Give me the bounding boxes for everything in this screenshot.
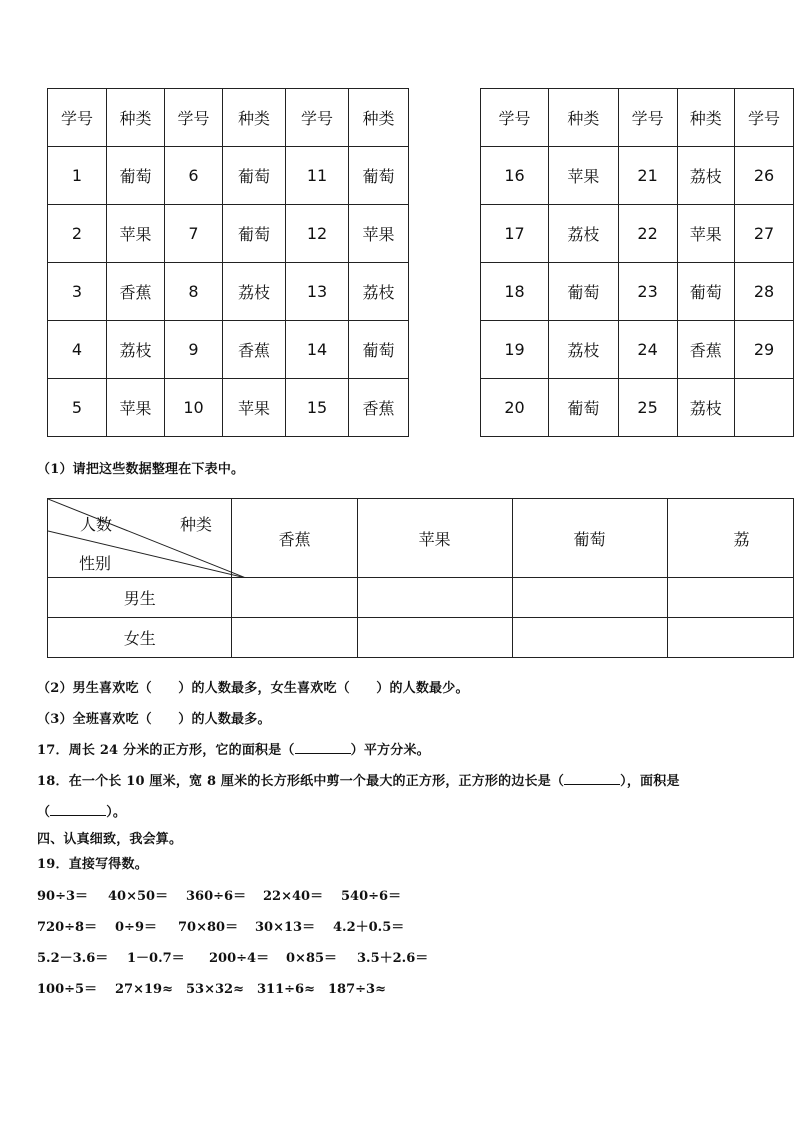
calc-item: 360÷6＝: [186, 889, 247, 904]
table-cell: 葡萄: [223, 205, 286, 263]
table-cell: 香蕉: [107, 263, 165, 321]
question-18-line2: [37, 801, 126, 820]
table-cell: 22: [618, 205, 677, 263]
table-cell: 葡萄: [349, 147, 409, 205]
table-cell: 5: [48, 379, 107, 437]
question-19: 19．直接写得数。: [37, 857, 148, 872]
summary-row-girls: [48, 618, 794, 658]
column-header-lychee: 荔: [667, 499, 794, 578]
student-fruit-table-right: [480, 88, 794, 437]
table-row: [48, 263, 409, 321]
calc-item: 0÷9＝: [115, 920, 157, 935]
row-label-boys: 男生: [48, 578, 232, 618]
student-fruit-table-left: [47, 88, 409, 437]
question-1: （1）请把这些数据整理在下表中。: [37, 462, 245, 477]
table-cell: 13: [286, 263, 349, 321]
table-cell: 15: [286, 379, 349, 437]
table-cell: 苹果: [223, 379, 286, 437]
diagonal-lines: [48, 499, 246, 578]
table-row: [48, 147, 409, 205]
table-cell: 8: [165, 263, 223, 321]
answer-cell[interactable]: [232, 578, 357, 618]
calc-item: 200÷4＝: [209, 951, 270, 966]
calc-item: 22×40＝: [263, 889, 324, 904]
table-cell: 12: [286, 205, 349, 263]
table-cell: 21: [618, 147, 677, 205]
answer-blank[interactable]: [295, 741, 351, 754]
answer-cell[interactable]: [512, 578, 667, 618]
corner-label-count: 人数: [80, 515, 113, 534]
table-cell: 荔枝: [107, 321, 165, 379]
table-row: [481, 321, 794, 379]
table-row: [48, 379, 409, 437]
table-cell: 荔枝: [349, 263, 409, 321]
answer-cell[interactable]: [512, 618, 667, 658]
calc-item: 5.2－3.6＝: [37, 951, 109, 966]
question-18: [37, 770, 680, 789]
question-17-unit: ）平方分米。: [350, 743, 430, 758]
paren-close: ）。: [106, 805, 127, 820]
table-cell: 24: [618, 321, 677, 379]
calc-row: [37, 947, 428, 966]
question-17: [37, 739, 430, 758]
table-cell: 23: [618, 263, 677, 321]
table-cell: 25: [618, 379, 677, 437]
table-cell: 苹果: [107, 379, 165, 437]
column-header-grape: 葡萄: [512, 499, 667, 578]
answer-cell[interactable]: [667, 618, 794, 658]
table-cell: 苹果: [549, 147, 619, 205]
column-header-apple: 苹果: [357, 499, 512, 578]
table-cell: 19: [481, 321, 549, 379]
calc-item: 90÷3＝: [37, 889, 89, 904]
paren-open: （: [37, 805, 51, 820]
calc-item: 1－0.7＝: [127, 951, 185, 966]
header-cell: 学号: [618, 89, 677, 147]
table-row: [48, 321, 409, 379]
calc-row: [37, 885, 401, 904]
header-cell: 种类: [107, 89, 165, 147]
table-cell: 苹果: [107, 205, 165, 263]
table-cell: 荔枝: [677, 379, 735, 437]
question-18-text: 18．在一个长 10 厘米，宽 8 厘米的长方形纸中剪一个最大的正方形，正方形的边长是（: [37, 774, 565, 789]
calc-row: [37, 916, 404, 935]
corner-label-gender: 性别: [79, 554, 112, 573]
table-header-row: [48, 89, 409, 147]
column-header-banana: 香蕉: [232, 499, 357, 578]
table-cell: 苹果: [349, 205, 409, 263]
calc-item: 311÷6≈: [257, 982, 315, 997]
table-row: [481, 379, 794, 437]
table-cell: 10: [165, 379, 223, 437]
calc-item: 70×80＝: [178, 920, 239, 935]
summary-table: [47, 498, 794, 658]
calc-item: 0×85＝: [286, 951, 338, 966]
table-cell: 6: [165, 147, 223, 205]
answer-cell[interactable]: [232, 618, 357, 658]
table-cell: 7: [165, 205, 223, 263]
table-cell: 2: [48, 205, 107, 263]
corner-label-type: 种类: [180, 515, 213, 534]
table-cell: 葡萄: [677, 263, 735, 321]
table-cell: 葡萄: [349, 321, 409, 379]
calc-row: [37, 978, 386, 997]
answer-cell[interactable]: [357, 578, 512, 618]
table-cell: 荔枝: [677, 147, 735, 205]
table-cell: 29: [735, 321, 794, 379]
table-cell: 26: [735, 147, 794, 205]
header-cell: 种类: [349, 89, 409, 147]
calc-item: 540÷6＝: [341, 889, 402, 904]
table-row: [481, 147, 794, 205]
question-18-middle: ），面积是: [620, 774, 680, 789]
header-cell: 种类: [549, 89, 619, 147]
table-cell: 28: [735, 263, 794, 321]
table-cell: 16: [481, 147, 549, 205]
table-row: [481, 205, 794, 263]
calc-item: 100÷5＝: [37, 982, 98, 997]
answer-blank[interactable]: [564, 772, 620, 785]
answer-cell[interactable]: [357, 618, 512, 658]
table-cell: 荔枝: [549, 321, 619, 379]
table-row: [48, 205, 409, 263]
question-3: （3）全班喜欢吃（ ）的人数最多。: [37, 712, 271, 727]
diagonal-header-cell: [48, 499, 232, 578]
header-cell: 学号: [286, 89, 349, 147]
table-cell: 葡萄: [549, 263, 619, 321]
calc-item: 40×50＝: [108, 889, 169, 904]
table-cell: 14: [286, 321, 349, 379]
table-cell: 香蕉: [349, 379, 409, 437]
calc-item: 4.2＋0.5＝: [333, 920, 405, 935]
header-cell: 学号: [735, 89, 794, 147]
question-17-text: 17．周长 24 分米的正方形，它的面积是（: [37, 743, 295, 758]
table-cell: 4: [48, 321, 107, 379]
table-cell: 20: [481, 379, 549, 437]
header-cell: 学号: [165, 89, 223, 147]
table-cell: 香蕉: [223, 321, 286, 379]
answer-cell[interactable]: [667, 578, 794, 618]
table-row: [481, 263, 794, 321]
table-cell: 11: [286, 147, 349, 205]
table-cell: [735, 379, 794, 437]
table-cell: 葡萄: [549, 379, 619, 437]
table-cell: 香蕉: [677, 321, 735, 379]
calc-item: 30×13＝: [255, 920, 316, 935]
header-cell: 学号: [481, 89, 549, 147]
summary-header-row: [48, 499, 794, 578]
header-cell: 种类: [223, 89, 286, 147]
row-label-girls: 女生: [48, 618, 232, 658]
answer-blank[interactable]: [50, 803, 106, 816]
calc-item: 720÷8＝: [37, 920, 98, 935]
summary-row-boys: [48, 578, 794, 618]
table-header-row: [481, 89, 794, 147]
table-cell: 3: [48, 263, 107, 321]
section-4-heading: 四、认真细致，我会算。: [37, 832, 183, 847]
question-2: （2）男生喜欢吃（ ）的人数最多，女生喜欢吃（ ）的人数最少。: [37, 681, 469, 696]
table-cell: 1: [48, 147, 107, 205]
table-cell: 18: [481, 263, 549, 321]
header-cell: 学号: [48, 89, 107, 147]
table-cell: 葡萄: [223, 147, 286, 205]
table-cell: 苹果: [677, 205, 735, 263]
calc-item: 27×19≈: [115, 982, 173, 997]
table-cell: 荔枝: [223, 263, 286, 321]
table-cell: 17: [481, 205, 549, 263]
table-cell: 葡萄: [107, 147, 165, 205]
table-cell: 荔枝: [549, 205, 619, 263]
table-cell: 9: [165, 321, 223, 379]
table-cell: 27: [735, 205, 794, 263]
header-cell: 种类: [677, 89, 735, 147]
calc-item: 187÷3≈: [328, 982, 386, 997]
calc-item: 53×32≈: [186, 982, 244, 997]
calc-item: 3.5＋2.6＝: [357, 951, 429, 966]
